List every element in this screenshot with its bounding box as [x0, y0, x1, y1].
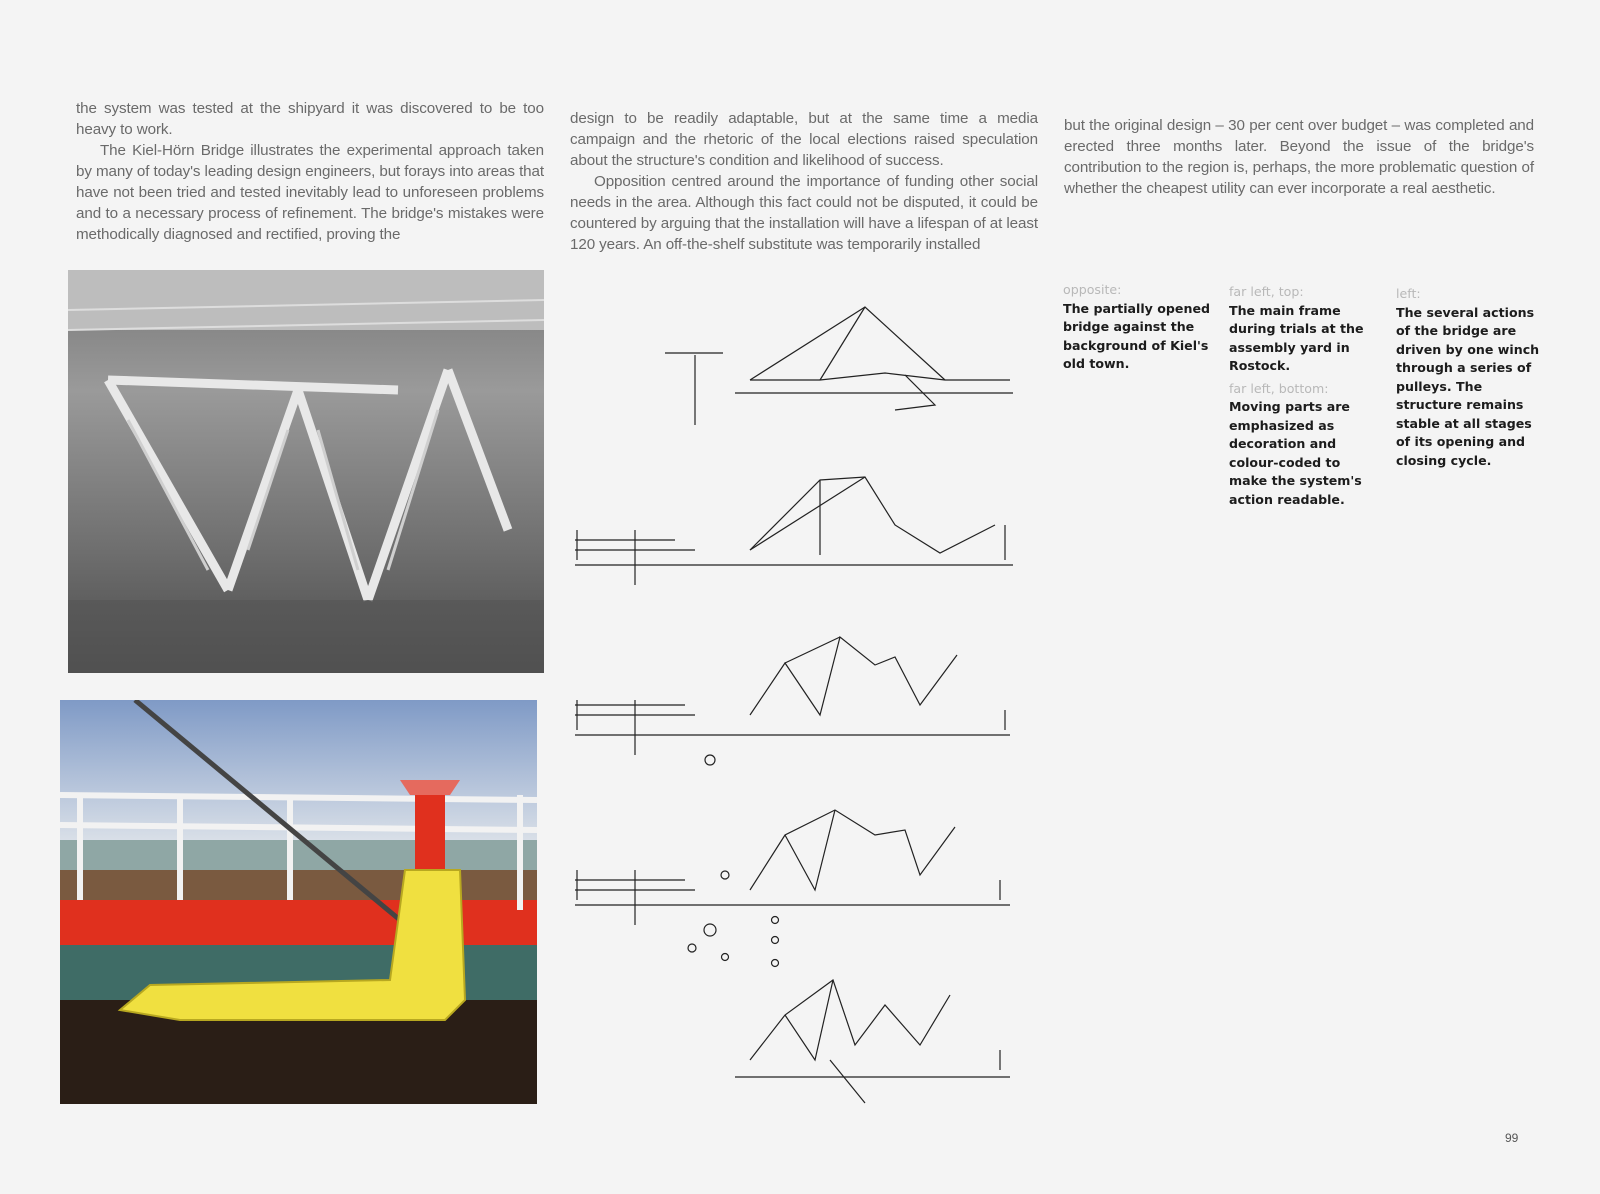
caption-label: far left, bottom: [1229, 380, 1329, 396]
diagram-stage-2 [575, 477, 1013, 585]
paragraph: but the original design – 30 per cent over budget – was completed and erected three months later. Beyond the issue of the bridge's contribution to the region is, perhaps, the more problematic question of whether the cheapest utility can ever incorporate a real aesthetic. [1064, 117, 1534, 197]
caption-label: left: [1396, 286, 1421, 301]
photo-main-frame-assembly-yard [68, 270, 544, 673]
diagram-stage-1 [665, 307, 1013, 425]
diagram-stage-4 [575, 810, 1010, 967]
caption-opposite [1063, 281, 1213, 374]
caption-text: The several actions of the bridge are driven by one winch through a series of pulleys. The structure remains stable at all stages of its opening and closing cycle. [1396, 304, 1540, 468]
body-text-column-2 [570, 108, 1038, 255]
body-text-column-3 [1064, 115, 1534, 199]
bridge-action-diagrams [565, 295, 1025, 1115]
page-number: 99 [1505, 1131, 1519, 1145]
caption-far-left [1229, 283, 1379, 509]
body-text-column-1 [76, 98, 544, 245]
caption-label: far left, top: [1229, 284, 1304, 299]
caption-left [1396, 285, 1546, 470]
photo-yellow-arm-red-bridge [60, 700, 537, 1104]
paragraph: design to be readily adaptable, but at the same time a media campaign and the rhetoric of the local elections raised speculation about the structure's condition and likelihood of success. [570, 110, 1038, 169]
caption-text: The main frame during trials at the assembly yard in Rostock. [1229, 302, 1364, 373]
paragraph: the system was tested at the shipyard it was discovered to be too heavy to work. [76, 100, 544, 138]
caption-label: opposite: [1063, 282, 1122, 297]
diagram-stage-3 [575, 637, 1010, 765]
caption-text: The partially opened bridge against the background of Kiel's old town. [1063, 300, 1210, 371]
diagram-stage-5 [735, 980, 1010, 1103]
paragraph: Opposition centred around the importance of funding other social needs in the area. Although this fact could not be disputed, it could be countered by arguing that the installation will have a lifespan of at least 120 years. An off-the-shelf substitute was temporarily installed [570, 173, 1038, 253]
caption-text: Moving parts are emphasized as decoration and colour-coded to make the system's action readable. [1229, 399, 1362, 507]
paragraph: The Kiel-Hörn Bridge illustrates the experimental approach taken by many of today's leading design engineers, but forays into areas that have not been tried and tested inevitably lead to unforeseen problems and to a necessary process of refinement. The bridge's mistakes were methodically diagnosed and rectified, proving the [76, 142, 544, 243]
